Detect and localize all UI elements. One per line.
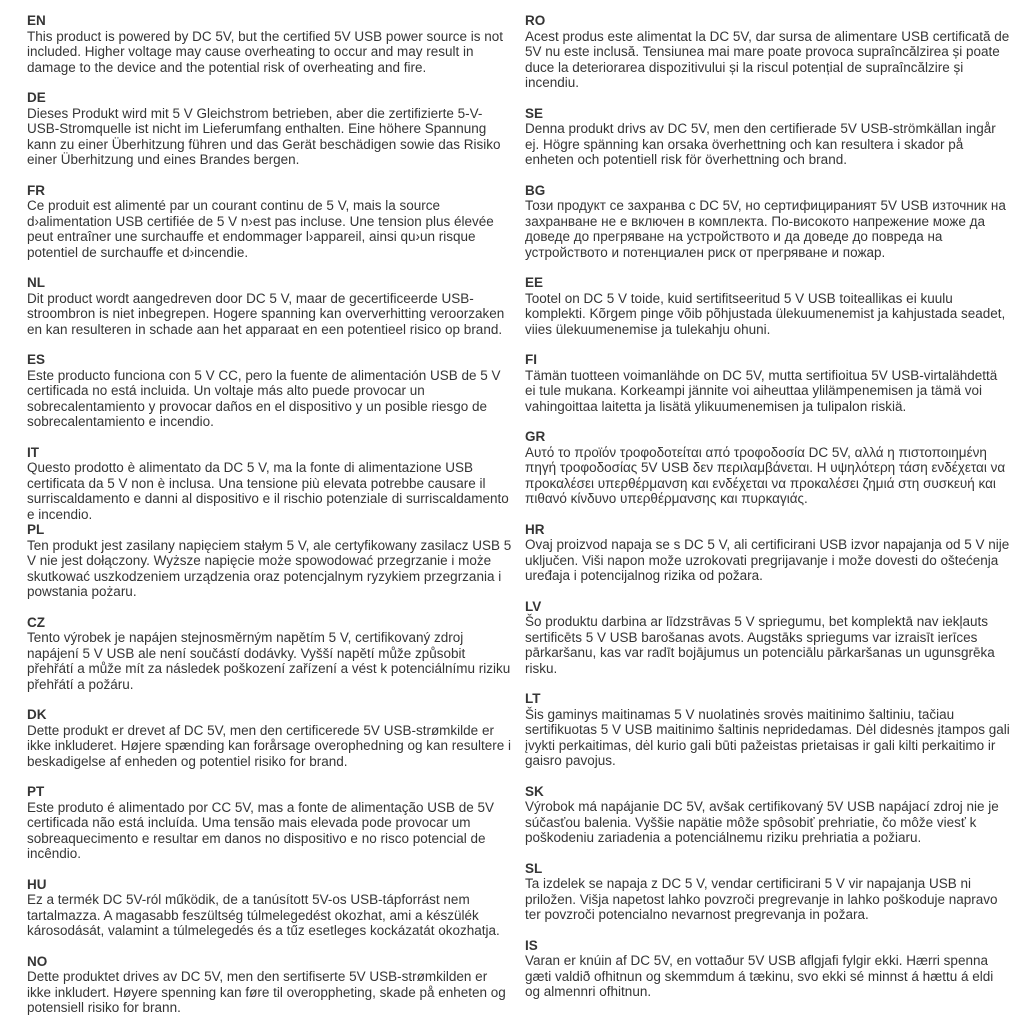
language-code: SK	[525, 783, 544, 799]
language-section-fr	[27, 183, 513, 261]
language-section-sk	[525, 784, 1011, 846]
language-section-bg	[525, 183, 1011, 261]
language-section-cz	[27, 615, 513, 693]
language-section-hr	[525, 522, 1011, 584]
language-section-de	[27, 90, 513, 168]
language-code: FR	[27, 182, 45, 198]
language-code: GR	[525, 429, 546, 444]
language-code: IS	[525, 937, 538, 953]
language-code: IT	[27, 444, 39, 460]
language-code: NL	[27, 275, 45, 290]
language-code: EE	[525, 275, 544, 290]
warning-text: Ce produit est alimenté par un courant continu de 5 V, mais la source d›alimentation USB certifiée de 5 V n›est pas incluse. Une tension plus élevée peut entraîner une surchauffe et endommager l›appareil, ainsi qu›un risque potentiel de surchauffe et d›incendie.	[27, 198, 494, 260]
language-code: FI	[525, 352, 537, 367]
language-code: LT	[525, 691, 541, 706]
warning-text: Ovaj proizvod napaja se s DC 5 V, ali certificirani USB izvor napajanja od 5 V nije uključen. Viši napon može uzrokovati pregrijavanje i može dovesti do oštećenja uređaja i potencijalnog rizika od požara.	[525, 537, 1010, 583]
language-section-it	[27, 445, 513, 523]
warning-text: This product is powered by DC 5V, but the certified 5V USB power source is not included. Higher voltage may cause overheating to occur and may result in damage to the device and the potential risk of overheating and fire.	[27, 28, 503, 75]
warning-text: Výrobok má napájanie DC 5V, avšak certifikovaný 5V USB napájací zdroj nie je súčasťou balenia. Vyššie napätie môže spôsobiť prehriatie, čo môže viesť k poškodeniu zariadenia a potenciálnemu riziku prehriatia a požiaru.	[525, 799, 999, 845]
language-section-sl	[525, 861, 1011, 923]
language-section-lv	[525, 599, 1011, 677]
language-code: BG	[525, 182, 546, 198]
warning-text: Denna produkt drivs av DC 5V, men den certifierade 5V USB-strömkällan ingår ej. Högre spänning kan orsaka överhettning och kan resultera i skador på enheten och potentiell risk för överhettning och brand.	[525, 121, 996, 167]
language-code: NO	[27, 953, 48, 969]
language-code: PL	[27, 522, 45, 537]
warning-text: Este produto é alimentado por CC 5V, mas a fonte de alimentação USB de 5V certificada não está incluída. Uma tensão mais elevada pode provocar um sobreaquecimento e resultar em danos no dispositivo e no risco potencial de incêndio.	[27, 799, 495, 861]
warning-text: Ta izdelek se napaja z DC 5 V, vendar certificirani 5 V vir napajanja USB ni priložen. Višja napetost lahko povzroči pregrevanje in lahko poškoduje napravo ter povzroči potencialno nevarnost pregrevanja in požara.	[525, 876, 998, 922]
warning-text: Ez a termék DC 5V-ról működik, de a tanúsított 5V-os USB-tápforrást nem tartalmazza. A magasabb feszültség túlmelegedést okozhat, ami a készülék károsodását, valamint a túlmelegedés és a tűz esetleges kockázatát okozhatja.	[27, 892, 500, 938]
language-section-ro	[525, 13, 1011, 91]
language-code: SE	[525, 105, 544, 121]
language-section-fi	[525, 352, 1011, 414]
language-section-pl	[27, 522, 513, 600]
language-code: ES	[27, 352, 46, 367]
language-section-ee	[525, 275, 1011, 337]
language-code: LV	[525, 598, 542, 614]
right-column	[525, 13, 1011, 1031]
language-section-nl	[27, 275, 513, 337]
language-section-gr	[525, 429, 1011, 507]
warning-text: Questo prodotto è alimentato da DC 5 V, ma la fonte di alimentazione USB certificata da 5 V non è inclusa. Una tensione più elevata potrebbe causare il surriscaldamento e danni al dispositivo e il rischio potenziale di surriscaldamento e incendio.	[27, 460, 509, 522]
language-code: SL	[525, 860, 543, 876]
left-column	[27, 13, 513, 1031]
language-section-is	[525, 938, 1011, 1000]
warning-text: Dette produktet drives av DC 5V, men den sertifiserte 5V USB-strømkilden er ikke inkludert. Høyere spenning kan føre til overoppheting, skade på enheten og potensiell risiko for brann.	[27, 969, 506, 1015]
language-code: EN	[27, 13, 46, 28]
warning-text: Dieses Produkt wird mit 5 V Gleichstrom betrieben, aber die zertifizierte 5-V-USB-Stromquelle ist nicht im Lieferumfang enthalten. Eine höhere Spannung kann zu einer Überhitzung führen und das Gerät beschädigen sowie das Risiko einer Überhitzung und eines Brandes bergen.	[27, 105, 501, 167]
warning-text: Tootel on DC 5 V toide, kuid sertifitseeritud 5 V USB toiteallikas ei kuulu komplekti. Kõrgem pinge võib põhjustada ülekuumenemist ja kahjustada seadet, viies ülekuumenemise ja tulekahju ohuni.	[525, 290, 1006, 337]
language-code: RO	[525, 13, 546, 28]
language-section-dk	[27, 707, 513, 769]
warning-text: Αυτό το προϊόν τροφοδοτείται από τροφοδοσία DC 5V, αλλά η πιστοποιημένη πηγή τροφοδοσίας 5V USB δεν περιλαμβάνεται. Η υψηλότερη τάση ενδέχεται να προκαλέσει υπερθέρμανση και ενδέχεται να προκαλέσει ζημιά στη συσκευή και πιθανό κίνδυνο υπερθέρμανσης και πυρκαγιάς.	[525, 444, 1006, 506]
warning-text: Dit product wordt aangedreven door DC 5 V, maar de gecertificeerde USB-stroombron is niet inbegrepen. Hogere spanning kan oververhitting veroorzaken en kan resulteren in schade aan het apparaat en een potentieel risico op brand.	[27, 290, 505, 337]
warning-text: Dette produkt er drevet af DC 5V, men den certificerede 5V USB-strømkilde er ikke inkluderet. Højere spænding kan forårsage overophedning og kan resultere i beskadigelse af enheden og potentiel risiko for brand.	[27, 722, 512, 769]
language-code: HU	[27, 876, 47, 892]
warning-text: Ten produkt jest zasilany napięciem stałym 5 V, ale certyfikowany zasilacz USB 5 V nie jest dołączony. Wyższe napięcie może spowodować przegrzanie i może skutkować uszkodzeniem urządzenia oraz potencjalnym ryzykiem przegrzania i powstania pożaru.	[27, 537, 512, 599]
language-section-hu	[27, 877, 513, 939]
warning-text: Šis gaminys maitinamas 5 V nuolatinės srovės maitinimo šaltiniu, tačiau sertifikuotas 5 V USB maitinimo šaltinis nepridedamas. Dėl didesnės įtampos gali įvykti perkaitimas, dėl kurio gali būti pažeistas prietaisas ir gali kilti perkaitimo ir gaisro pavojus.	[525, 706, 1010, 768]
language-code: DE	[27, 90, 46, 105]
warning-text: Този продукт се захранва с DC 5V, но сертифицираният 5V USB източник на захранване не е включен в комплекта. По-високото напрежение може да доведе до прегряване на устройството и да доведе до повреда на устройството и потенциален риск от прегряване и пожар.	[525, 198, 1006, 260]
language-section-es	[27, 352, 513, 430]
language-code: DK	[27, 707, 47, 722]
warning-text: Acest produs este alimentat la DC 5V, dar sursa de alimentare USB certificată de 5V nu este inclusă. Tensiunea mai mare poate provoca supraîncălzirea și poate duce la deteriorarea dispozitivului și la riscul potențial de supraîncălzire și incendiu.	[525, 28, 1010, 90]
language-code: HR	[525, 521, 545, 537]
warning-text: Tento výrobek je napájen stejnosměrným napětím 5 V, certifikovaný zdroj napájení 5 V USB ale není součástí dodávky. Vyšší napětí může způsobit přehřátí a může mít za následek poškození zařízení a vést k potenciálnímu riziku přehřátí a požáru.	[27, 630, 511, 692]
language-section-en	[27, 13, 513, 75]
warning-text: Šo produktu darbina ar līdzstrāvas 5 V spriegumu, bet komplektā nav iekļauts sertificēts 5 V USB barošanas avots. Augstāks spriegums var izraisīt ierīces pārkaršanu, kas var radīt bojājumus un potenciālu pārkaršanas un ugunsgrēka risku.	[525, 614, 995, 676]
warning-text: Varan er knúin af DC 5V, en vottaður 5V USB aflgjafi fylgir ekki. Hærri spenna gæti valdið ofhitnun og skemmdum á tækinu, svo ekki sé minnst á hættu á eldi og almennri ofhitnun.	[525, 953, 994, 999]
language-section-se	[525, 106, 1011, 168]
language-code: PT	[27, 784, 45, 799]
warning-text: Tämän tuotteen voimanlähde on DC 5V, mutta sertifioitua 5V USB-virtalähdettä ei tule mukana. Korkeampi jännite voi aiheuttaa ylilämpenemisen ja tämä voi vahingoittaa laitetta ja lisätä ylikuumenemisen ja tulipalon riskiä.	[525, 367, 998, 414]
language-section-pt	[27, 784, 513, 862]
language-section-lt	[525, 691, 1011, 769]
warning-text: Este producto funciona con 5 V CC, pero la fuente de alimentación USB de 5 V certificada no está incluida. Un voltaje más alto puede provocar un sobrecalentamiento y provocar daños en el dispositivo y un posible riesgo de sobrecalentamiento e incendio.	[27, 367, 501, 429]
language-section-no	[27, 954, 513, 1016]
language-code: CZ	[27, 614, 45, 630]
